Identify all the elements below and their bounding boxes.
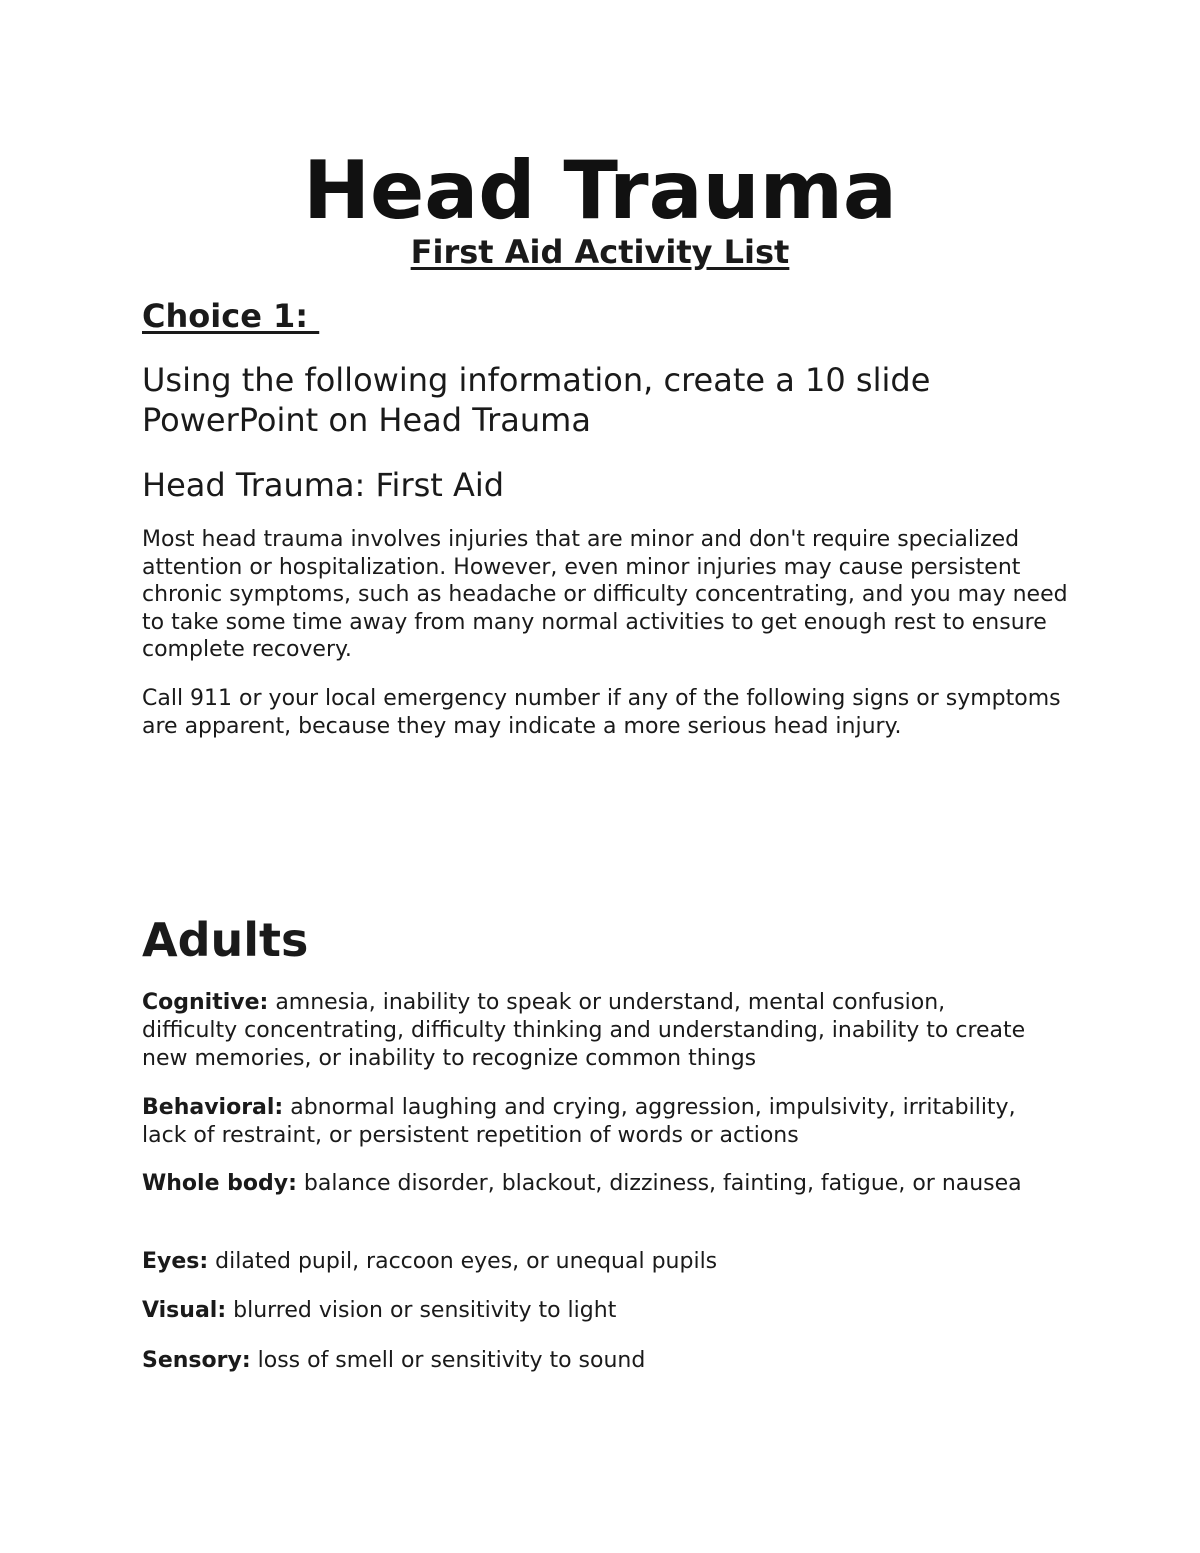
symptom-label: Sensory: [142, 1348, 251, 1373]
symptom-label: Cognitive: [142, 990, 269, 1015]
symptom-label: Behavioral: [142, 1095, 284, 1120]
symptom-text: blurred vision or sensitivity to light [226, 1298, 617, 1323]
symptom-text: dilated pupil, raccoon eyes, or unequal pupils [208, 1249, 718, 1274]
section-heading: Head Trauma: First Aid [142, 466, 505, 504]
symptom-whole-body [142, 1170, 1042, 1198]
symptom-text: loss of smell or sensitivity to sound [250, 1348, 646, 1373]
symptom-label: Visual: [142, 1298, 227, 1323]
symptom-label: Eyes: [142, 1249, 209, 1274]
symptom-text: abnormal laughing and crying, aggression, impulsivity, irritability, lack of restraint, or persistent repetition of words or actions [142, 1095, 1016, 1148]
paragraph-overview: Most head trauma involves injuries that are minor and don't require specialized attention or hospitalization. However, even minor injuries may cause persistent chronic symptoms, such as headache or difficulty concentrating, and you may need to take some time away from many normal activities to get enough rest to ensure complete recovery. [142, 527, 1068, 662]
intro-text: Using the following information, create a 10 slide PowerPoint on Head Trauma [142, 361, 931, 439]
symptom-eyes [142, 1248, 1042, 1276]
symptom-sensory [142, 1347, 1042, 1375]
symptom-text: amnesia, inability to speak or understand, mental confusion, difficulty concentrating, difficulty thinking and understanding, inability to create new memories, or inability to recognize common things [142, 990, 1026, 1071]
symptom-text: balance disorder, blackout, dizziness, fainting, fatigue, or nausea [296, 1171, 1022, 1196]
symptom-behavioral [142, 1094, 1042, 1150]
choice-heading: Choice 1: [142, 297, 320, 335]
document-subtitle: First Aid Activity List [410, 233, 790, 271]
document-title: Head Trauma [303, 144, 897, 237]
paragraph-emergency: Call 911 or your local emergency number if any of the following signs or symptoms are apparent, because they may indicate a more serious head injury. [142, 686, 1061, 739]
symptom-label: Whole body: [142, 1171, 297, 1196]
adults-heading: Adults [142, 913, 309, 967]
symptom-visual [142, 1297, 1042, 1325]
symptom-cognitive [142, 989, 1042, 1073]
